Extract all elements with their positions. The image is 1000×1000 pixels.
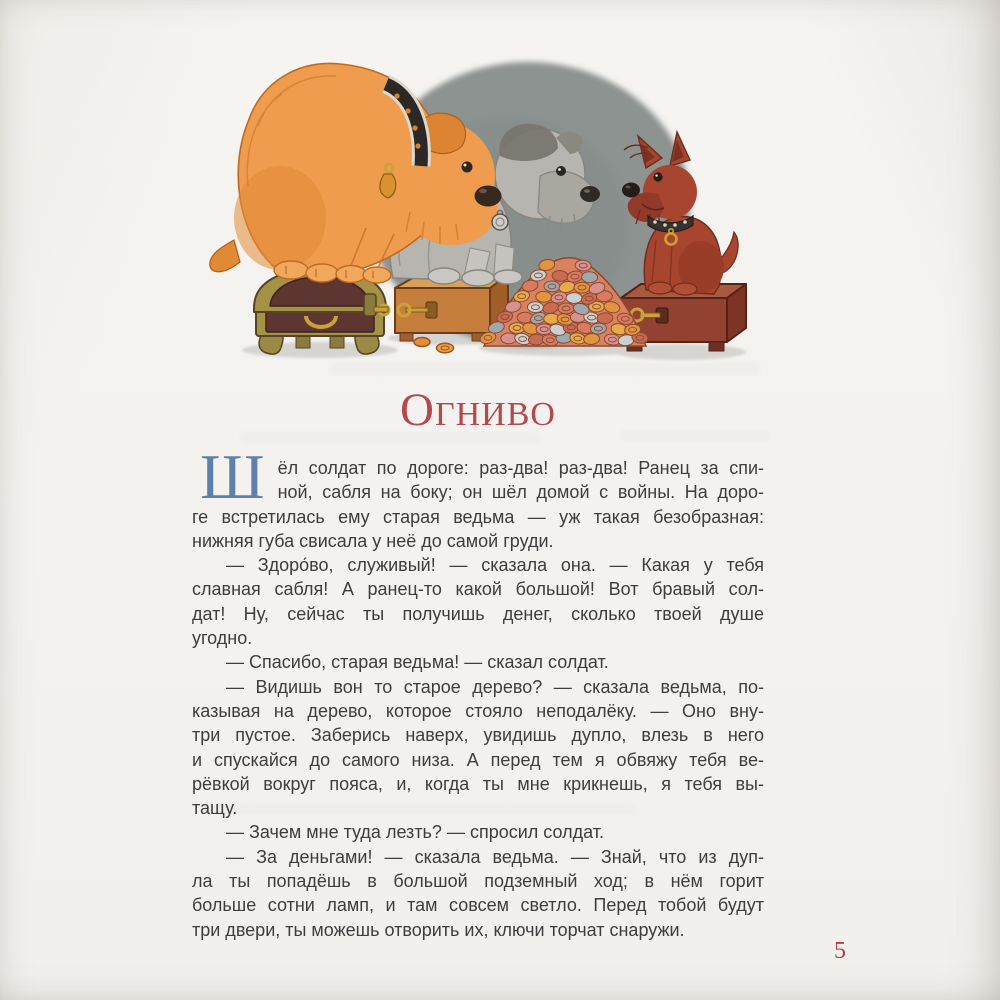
text-line: — Зачем мне туда лезть? — спросил солдат. [226, 822, 604, 843]
paragraph [192, 650, 764, 674]
text-line: ной, сабля на боку; он шёл домой с войны. На доро- [277, 482, 764, 503]
text-line: — За деньгами! — сказала ведьма. — Знай, что из дуп- [226, 846, 764, 867]
drop-cap: Ш [200, 441, 265, 512]
paragraph [192, 441, 764, 553]
text-line: ге встретилась ему старая ведьма — уж такая безобразная: [192, 506, 764, 527]
story-illustration [178, 26, 818, 390]
page-title [192, 384, 764, 440]
title-initial: О [400, 384, 435, 436]
text-line: угодно. [192, 628, 253, 649]
text-line: дат! Ну, сейчас ты получишь денег, сколько твоей душе [192, 603, 764, 624]
text-line: нижняя губа свисала у неё до самой груди. [192, 530, 554, 551]
text-line: три пустое. Заберись наверх, увидишь дупло, влезь в него [192, 725, 764, 746]
paragraph [192, 820, 764, 844]
text-line: и спускайся до самого низа. А перед тем я обвяжу тебя ве- [192, 749, 764, 770]
text-line: — Здоро́во, служивый! — сказала она. — Какая у тебя [226, 555, 764, 576]
paragraph [192, 675, 764, 821]
paragraph [192, 553, 764, 650]
text-line: — Спасибо, старая ведьма! — сказал солдат. [226, 652, 609, 673]
text-line: ёл солдат по дороге: раз-два! раз-два! Ранец за спи- [277, 458, 764, 478]
text-line: ла ты попадёшь в большой подземный ход; в нём горит [192, 871, 764, 892]
text-line: славная сабля! А ранец-то какой большой! Вот бравый сол- [192, 579, 764, 600]
text-line: тащу. [192, 798, 238, 819]
text-line: рёвкой вокруг пояса, и, когда ты мне крикнешь, я тебя вы- [192, 773, 764, 794]
story-text [192, 441, 764, 942]
title-rest: ГНИВО [434, 396, 556, 433]
text-line: — Видишь вон то старое дерево? — сказала ведьма, по- [226, 676, 764, 697]
text-line: три двери, ты можешь отворить их, ключи торчат снаружи. [192, 919, 685, 940]
text-line: больше сотни ламп, и там совсем светло. Перед тобой будут [192, 895, 764, 916]
text-line: казывая на дерево, которое стояло неподалёку. — Оно вну- [192, 700, 764, 721]
page-number: 5 [834, 938, 846, 964]
paragraph [192, 845, 764, 942]
